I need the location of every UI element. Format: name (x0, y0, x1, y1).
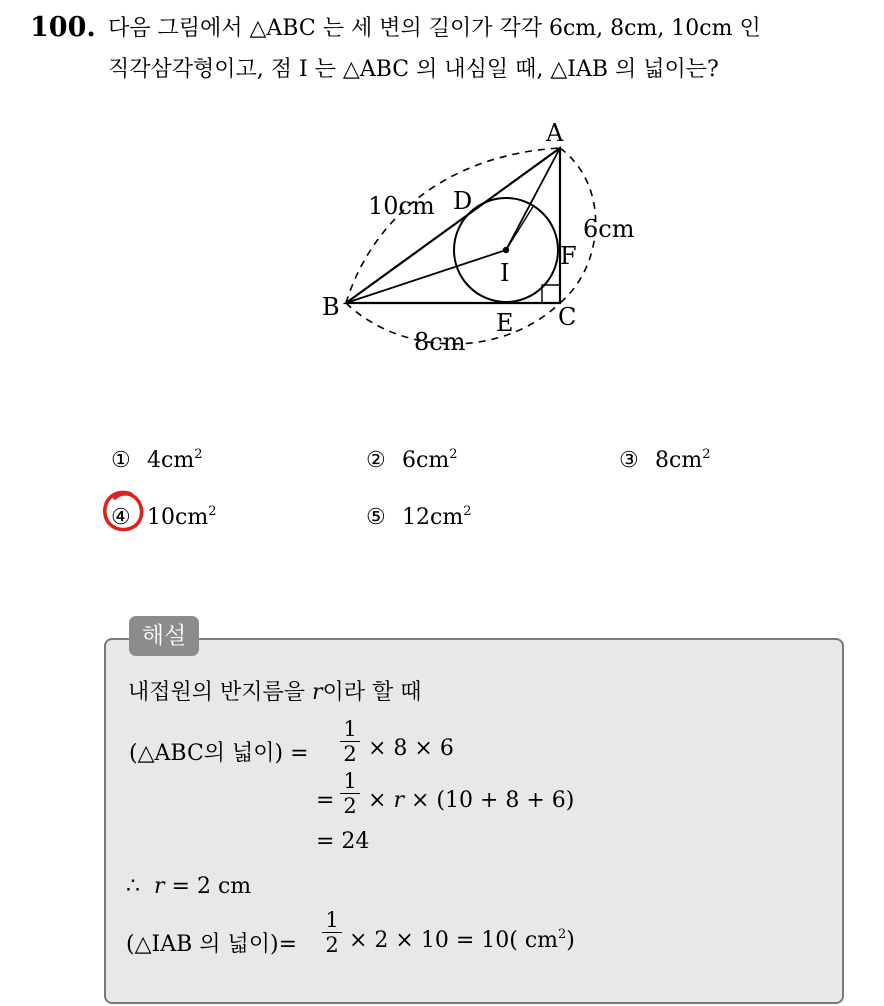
solution-area-iab-label: (△IAB 의 넓이)= (126, 932, 298, 957)
solution-final (349, 927, 575, 953)
solution-eq2 (368, 788, 574, 813)
solution-r-var: r (154, 874, 165, 899)
choice-1-number: ① (111, 448, 131, 473)
fraction-denominator: 2 (343, 794, 357, 818)
choice-2-value: 6cm (402, 448, 450, 473)
triangle-abc (346, 148, 560, 303)
choice-1-exponent: 2 (194, 447, 203, 462)
solution-therefore-line (126, 874, 251, 899)
choice-1-value: 4cm (147, 448, 195, 473)
solution-intro-b: 이라 할 때 (322, 680, 422, 705)
solution-eq3: = 24 (316, 829, 370, 854)
fraction-numerator: 1 (325, 908, 339, 932)
question-number: 100. (30, 12, 96, 43)
choice-5[interactable] (366, 504, 471, 530)
solution-eq2-rest: × (10 + 8 + 6) (403, 788, 575, 813)
solution-eq2-equals: = (316, 788, 335, 813)
fraction-one-half-2 (340, 770, 360, 817)
fraction-numerator: 1 (343, 769, 357, 793)
solution-area-abc-label: (△ABC의 넓이) = (129, 741, 309, 766)
fraction-denominator: 2 (325, 933, 339, 957)
label-c: C (558, 303, 577, 331)
choice-2[interactable] (366, 447, 457, 473)
choice-3-value: 8cm (655, 448, 703, 473)
segment-id (506, 205, 534, 250)
label-a: A (546, 119, 564, 147)
label-side-ab: 10cm (368, 192, 435, 220)
choice-3[interactable] (619, 447, 710, 473)
right-angle-marker (542, 285, 560, 303)
choice-4-value: 10cm (147, 505, 209, 530)
solution-intro (128, 675, 422, 706)
choice-3-number: ③ (619, 448, 639, 473)
choice-1[interactable] (111, 447, 202, 473)
fraction-denominator: 2 (343, 742, 357, 766)
question-text-line-2: 직각삼각형이고, 점 I 는 △ABC 의 내심일 때, △IAB 의 넓이는? (108, 57, 719, 82)
label-e: E (496, 309, 514, 337)
label-f: F (560, 242, 577, 270)
label-side-ac: 6cm (583, 215, 635, 243)
label-i: I (500, 259, 510, 287)
fraction-one-half-3 (322, 909, 342, 956)
fraction-one-half-1 (340, 718, 360, 765)
point-i (503, 247, 509, 253)
choice-5-number: ⑤ (366, 505, 386, 530)
label-b: B (322, 293, 340, 321)
solution-final-close: ) (566, 928, 575, 953)
choice-5-exponent: 2 (463, 504, 472, 519)
solution-intro-var: r (312, 680, 323, 705)
choice-2-exponent: 2 (449, 447, 458, 462)
choice-5-value: 12cm (402, 505, 464, 530)
choice-4-number: ④ (111, 505, 131, 530)
therefore-symbol: ∴ (126, 874, 140, 899)
choice-4-exponent: 2 (208, 504, 217, 519)
choice-2-number: ② (366, 448, 386, 473)
solution-final-rest: × 2 × 10 = 10( cm (349, 928, 559, 953)
label-side-bc: 8cm (414, 328, 466, 356)
solution-eq2-var: r (393, 788, 404, 813)
solution-eq1-rest: × 8 × 6 (368, 736, 454, 761)
solution-tab: 해설 (129, 616, 199, 656)
choice-3-exponent: 2 (702, 447, 711, 462)
triangle-figure (310, 115, 640, 360)
solution-eq2-mid: × (368, 788, 394, 813)
solution-r-value: = 2 cm (171, 874, 252, 899)
solution-final-exponent: 2 (558, 927, 567, 942)
fraction-numerator: 1 (343, 717, 357, 741)
answer-circle-mark (101, 488, 147, 536)
label-d: D (453, 187, 473, 215)
question-text-line-1: 다음 그림에서 △ABC 는 세 변의 길이가 각각 6cm, 8cm, 10cm 인 (108, 16, 761, 41)
solution-intro-a: 내접원의 반지름을 (128, 680, 313, 705)
